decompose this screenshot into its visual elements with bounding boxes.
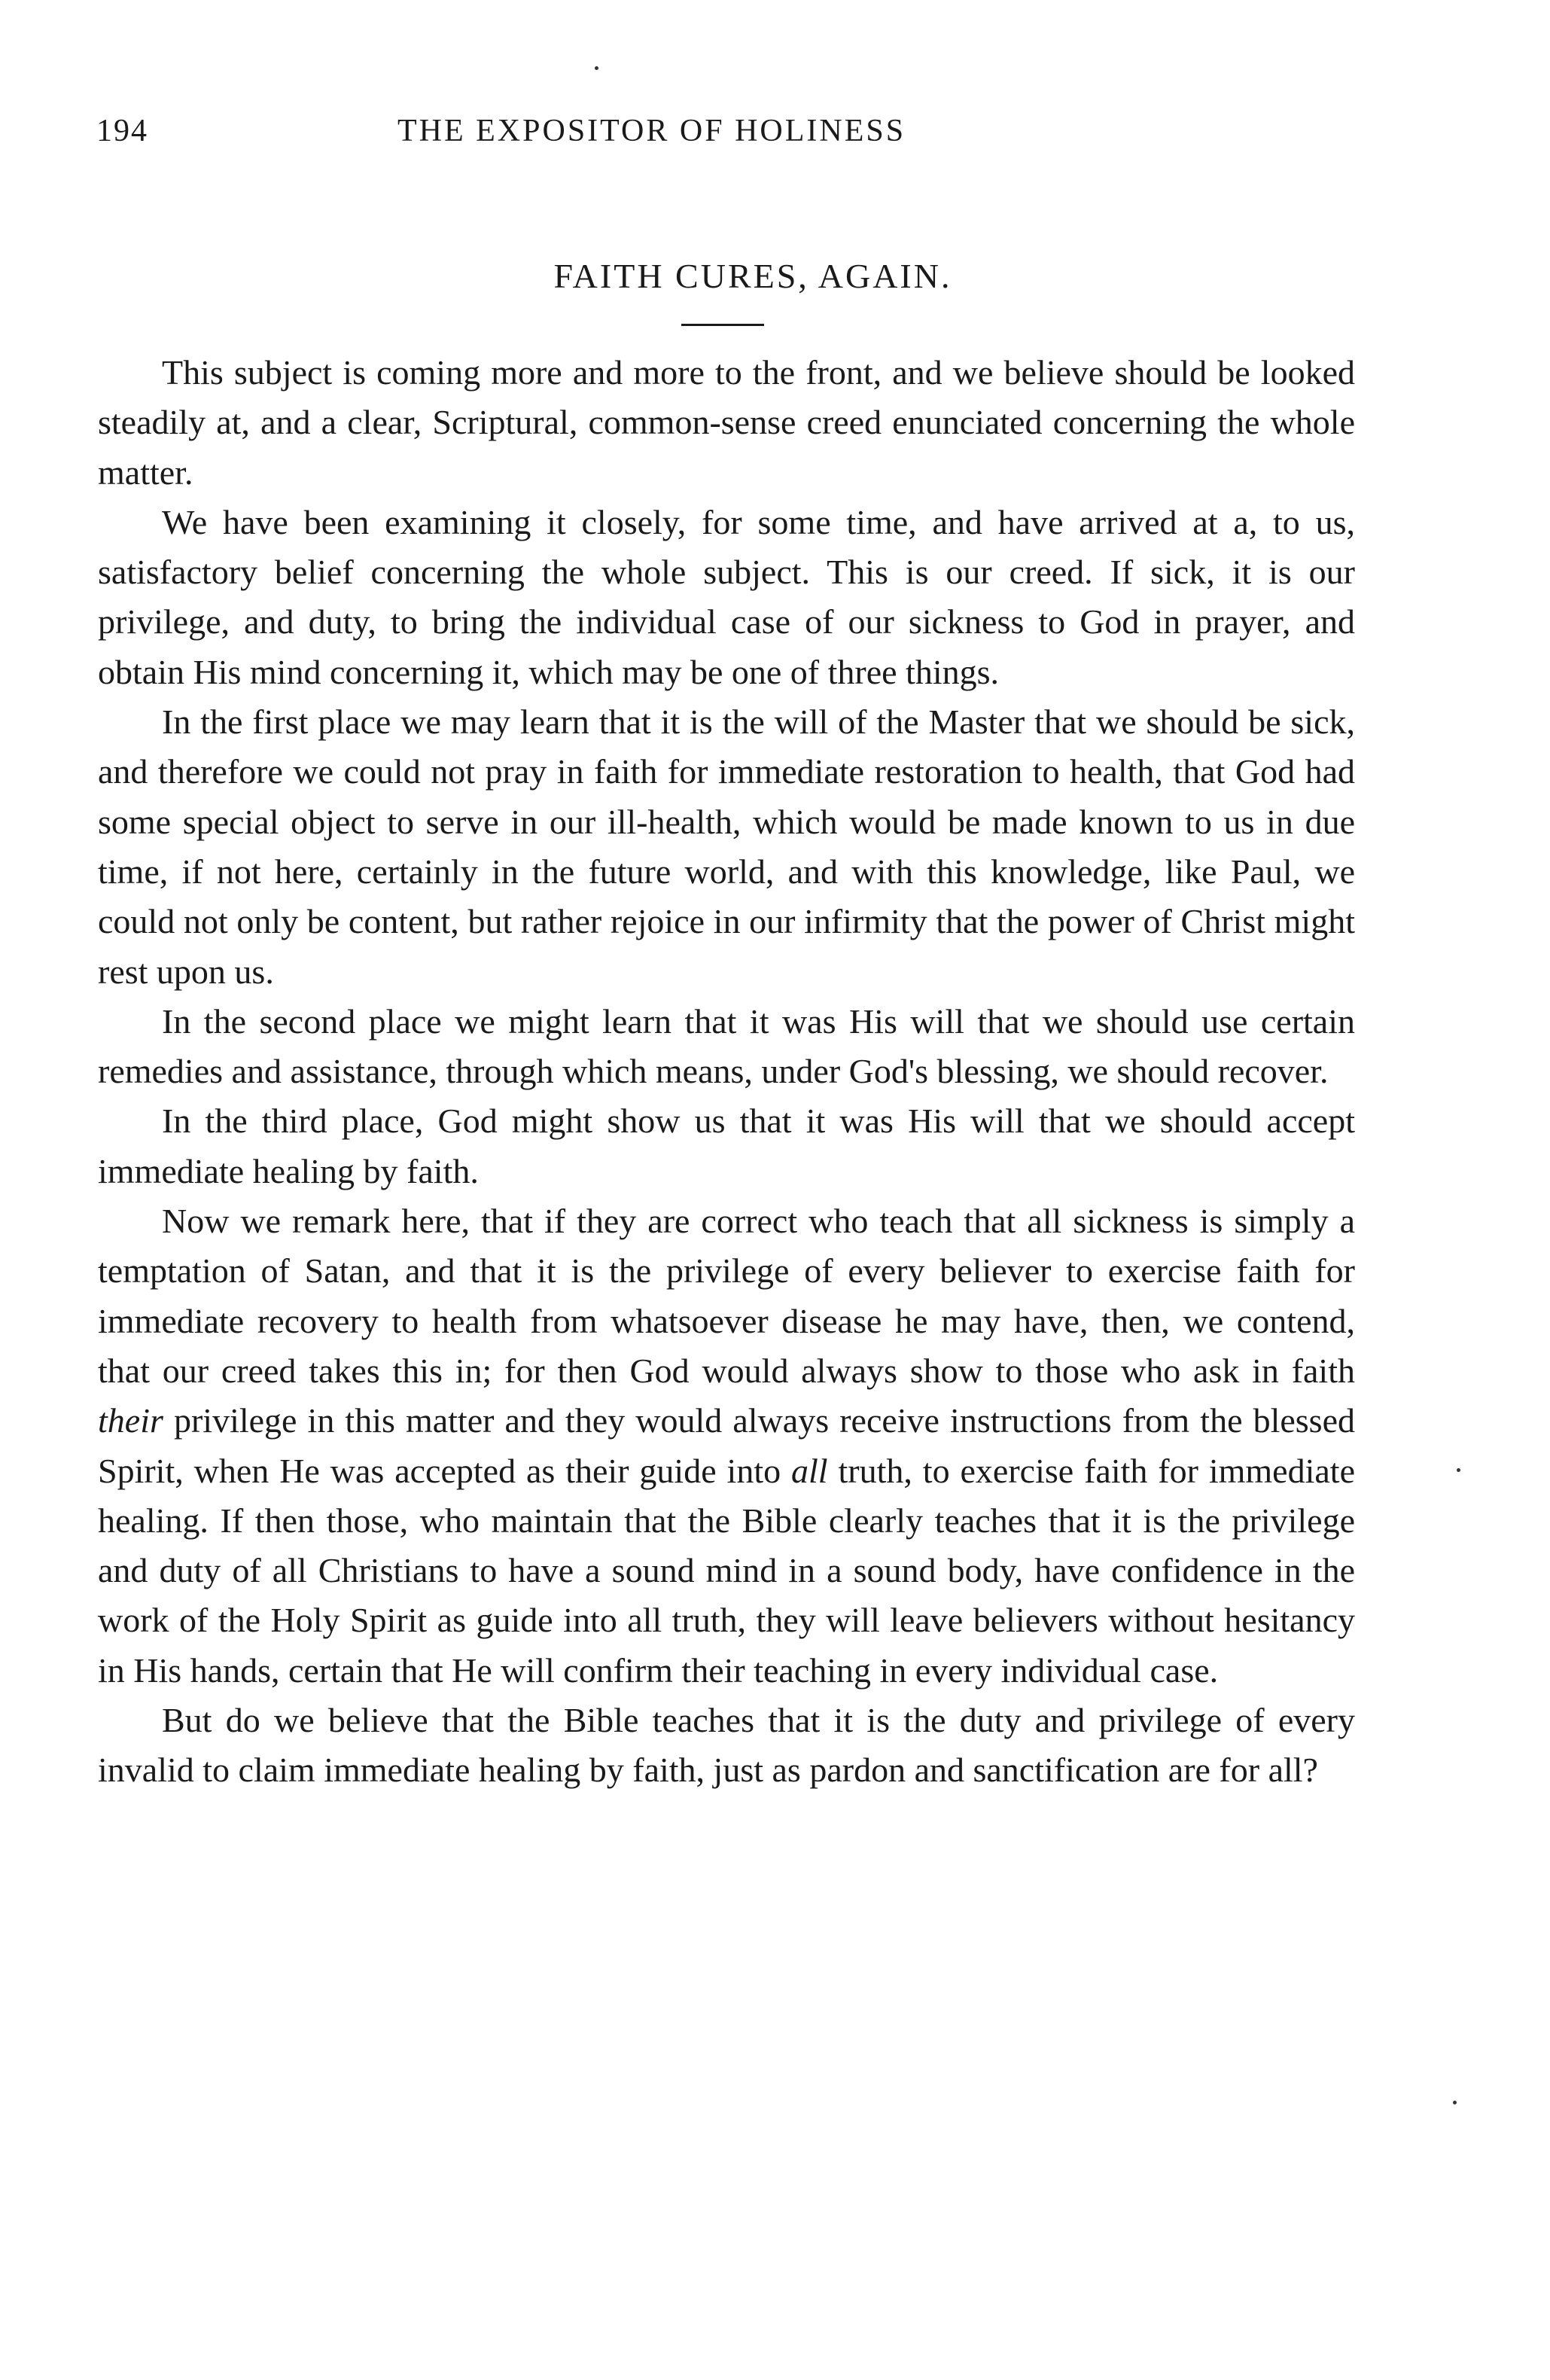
emphasis-text: all [791, 1451, 828, 1490]
paragraph [98, 1196, 1355, 1696]
journal-title: THE EXPOSITOR OF HOLINESS [397, 114, 906, 148]
paragraph: In the third place, God might show us that it was His will that we should accept immediate healing by faith. [98, 1102, 1355, 1190]
scan-speck [1453, 2101, 1457, 2104]
emphasis-text: their [98, 1401, 163, 1440]
paragraph: This subject is coming more and more to the front, and we believe should be looked steadily at, and a clear, Scriptural, common-sense creed enunciated concerning the whole matter. [98, 353, 1355, 492]
scan-speck [1457, 1468, 1460, 1472]
scan-speck [595, 66, 598, 70]
paragraph-text: privilege in this matter and they would always receive instructions from the blessed Spirit, when He was accepted as their guide into [98, 1401, 1355, 1490]
paragraph-text: truth, to exercise faith for immediate healing. If then those, who maintain that the Bible clearly teaches that it is the privilege and duty of all Christians to have a sound mind in a sound body, have confidence in the work of the Holy Spirit as guide into all truth, they will leave believers without hesitancy in His hands, certain that He will confirm their teaching in every individual case. [98, 1451, 1355, 1690]
article-title: FAITH CURES, AGAIN. [553, 257, 952, 295]
article-body [98, 348, 1355, 1796]
page-number: 194 [96, 114, 148, 148]
paragraph: But do we believe that the Bible teaches that it is the duty and privilege of every invalid to claim immediate healing by faith, just as pardon and sanctification are for all? [98, 1701, 1355, 1790]
paragraph: We have been examining it closely, for some time, and have arrived at a, to us, satisfactory belief concerning the whole subject. This is our creed. If sick, it is our privilege, and duty, to bring the individual case of our sickness to God in prayer, and obtain His mind concerning it, which may be one of three things. [98, 502, 1355, 691]
paragraph: In the first place we may learn that it is the will of the Master that we should be sick, and therefore we could not pray in faith for immediate restoration to health, that God had some special object to serve in our ill-health, which would be made known to us in due time, if not here, certainly in the future world, and with this knowledge, like Paul, we could not only be content, but rather rejoice in our infirmity that the power of Christ might rest upon us. [98, 702, 1355, 991]
title-rule [681, 324, 764, 326]
running-head [96, 113, 1346, 158]
paragraph-text: Now we remark here, that if they are correct who teach that all sickness is simply a temptation of Satan, and that it is the privilege of every believer to exercise faith for immediate recovery to health from whatsoever disease he may have, then, we contend, that our creed takes this in; for then God would always show to those who ask in faith [98, 1202, 1355, 1390]
paragraph: In the second place we might learn that it was His will that we should use certain remedies and assistance, through which means, under God's blessing, we should recover. [98, 1001, 1355, 1091]
